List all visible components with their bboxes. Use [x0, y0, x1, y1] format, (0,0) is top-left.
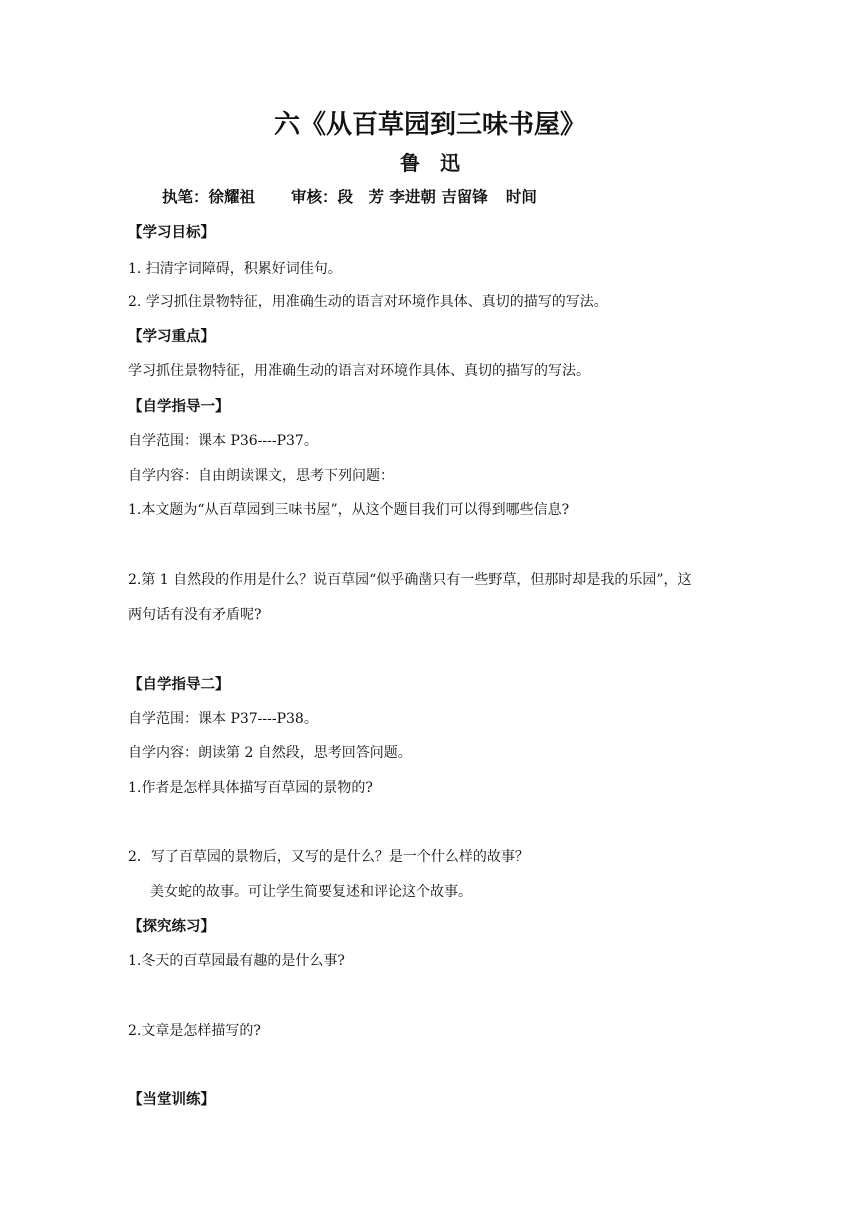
section-heading-guide1: 【自学指导一】: [128, 399, 230, 415]
goal-item-2: 2. 学习抓住景物特征，用准确生动的语言对环境作具体、真切的描写的写法。: [128, 294, 608, 310]
guide2-question-1: 1.作者是怎样具体描写百草园的景物的?: [128, 780, 373, 796]
guide1-question-2-line1: 2.第 1 自然段的作用是什么？说百草园“似乎确凿只有一些野草，但那时却是我的乐园”，这: [128, 572, 692, 588]
goal-item-1: 1. 扫清字词障碍，积累好词佳句。: [128, 261, 342, 277]
credits-time-label: 时间: [505, 188, 537, 206]
credits-writer: 执笔：徐耀祖: [162, 188, 256, 206]
section-heading-guide2: 【自学指导二】: [128, 677, 230, 693]
explore-question-2: 2.文章是怎样描写的?: [128, 1023, 261, 1039]
section-heading-practice: 【当堂训练】: [128, 1092, 215, 1108]
guide1-question-1: 1.本文题为“从百草园到三味书屋”，从这个题目我们可以得到哪些信息?: [128, 502, 570, 518]
guide2-question-2: 2．写了百草园的景物后，又写的是什么？是一个什么样的故事？: [128, 849, 529, 865]
focus-text: 学习抓住景物特征，用准确生动的语言对环境作具体、真切的描写的写法。: [128, 363, 590, 379]
guide1-question-2-line2: 两句话有没有矛盾呢?: [128, 607, 262, 623]
author-name: 鲁 迅: [400, 151, 460, 175]
section-heading-goals: 【学习目标】: [128, 225, 215, 241]
guide2-range: 自学范围：课本 P37----P38。: [128, 711, 318, 727]
guide2-note: 美女蛇的故事。可让学生简要复述和评论这个故事。: [150, 884, 472, 900]
section-heading-explore: 【探究练习】: [128, 919, 215, 935]
guide1-range: 自学范围：课本 P36----P37。: [128, 433, 318, 449]
guide1-content: 自学内容：自由朗读课文，思考下列问题：: [128, 468, 394, 484]
credits-line: [162, 185, 537, 207]
guide2-content: 自学内容：朗读第 2 自然段，思考回答问题。: [128, 745, 412, 761]
section-heading-focus: 【学习重点】: [128, 329, 215, 345]
document-title: 六《从百草园到三味书屋》: [273, 110, 586, 140]
explore-question-1: 1.冬天的百草园最有趣的是什么事?: [128, 953, 345, 969]
credits-reviewer: 审核：段 芳 李进朝 吉留锋: [291, 188, 488, 206]
